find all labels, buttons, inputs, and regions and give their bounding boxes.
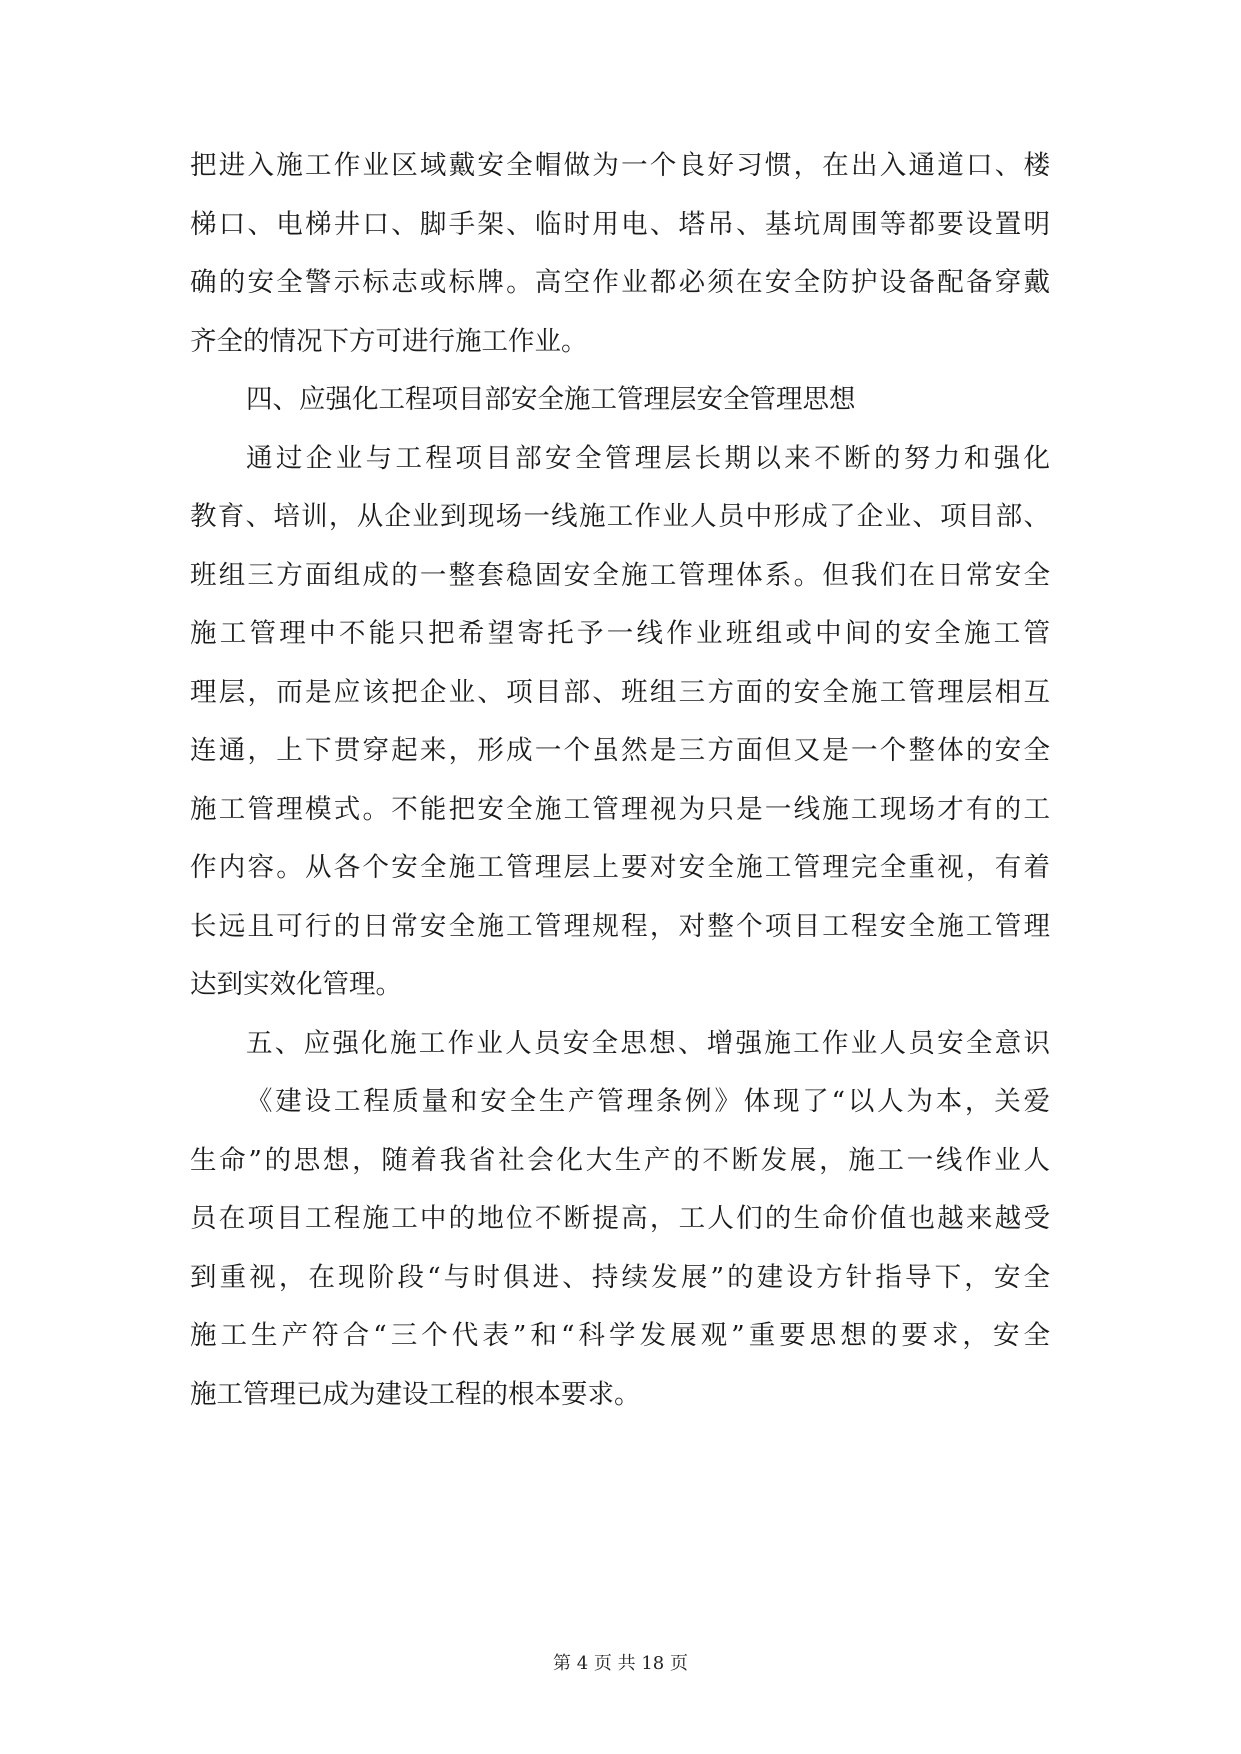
paragraph-line: 生命”的思想，随着我省社会化大生产的不断发展，施工一线作业人: [190, 1145, 1050, 1176]
paragraph-line: 施工管理模式。不能把安全施工管理视为只是一线施工现场才有的工: [190, 794, 1050, 825]
paragraph-line: 施工管理已成为建设工程的根本要求。: [190, 1379, 641, 1410]
paragraph-line: 通过企业与工程项目部安全管理层长期以来不断的努力和强化: [246, 443, 1050, 474]
paragraph-line: 理层，而是应该把企业、项目部、班组三方面的安全施工管理层相互: [190, 677, 1050, 708]
paragraph-line: 到重视，在现阶段“与时俱进、持续发展”的建设方针指导下，安全: [190, 1262, 1050, 1293]
paragraph-line: 《建设工程质量和安全生产管理条例》体现了“以人为本，关爱: [246, 1086, 1050, 1117]
paragraph-line: 把进入施工作业区域戴安全帽做为一个良好习惯，在出入通道口、楼: [190, 150, 1050, 181]
section-heading: 五、应强化施工作业人员安全思想、增强施工作业人员安全意识: [246, 1028, 1050, 1059]
section-heading: 四、应强化工程项目部安全施工管理层安全管理思想: [246, 384, 856, 415]
paragraph-line: 班组三方面组成的一整套稳固安全施工管理体系。但我们在日常安全: [190, 560, 1050, 591]
paragraph-line: 达到实效化管理。: [190, 969, 402, 1000]
paragraph-line: 连通，上下贯穿起来，形成一个虽然是三方面但又是一个整体的安全: [190, 735, 1050, 766]
paragraph-line: 长远且可行的日常安全施工管理规程，对整个项目工程安全施工管理: [190, 911, 1050, 942]
paragraph-line: 齐全的情况下方可进行施工作业。: [190, 326, 588, 357]
paragraph-line: 教育、培训，从企业到现场一线施工作业人员中形成了企业、项目部、: [190, 501, 1050, 532]
paragraph-line: 作内容。从各个安全施工管理层上要对安全施工管理完全重视，有着: [190, 852, 1050, 883]
paragraph-line: 施工生产符合“三个代表”和“科学发展观”重要思想的要求，安全: [190, 1320, 1050, 1351]
paragraph-line: 员在项目工程施工中的地位不断提高，工人们的生命价值也越来越受: [190, 1203, 1050, 1234]
paragraph-line: 确的安全警示标志或标牌。高空作业都必须在安全防护设备配备穿戴: [190, 267, 1050, 298]
paragraph-line: 梯口、电梯井口、脚手架、临时用电、塔吊、基坑周围等都要设置明: [190, 209, 1050, 240]
page-number-footer: 第 4 页 共 18 页: [553, 1653, 688, 1674]
paragraph-line: 施工管理中不能只把希望寄托予一线作业班组或中间的安全施工管: [190, 618, 1050, 649]
